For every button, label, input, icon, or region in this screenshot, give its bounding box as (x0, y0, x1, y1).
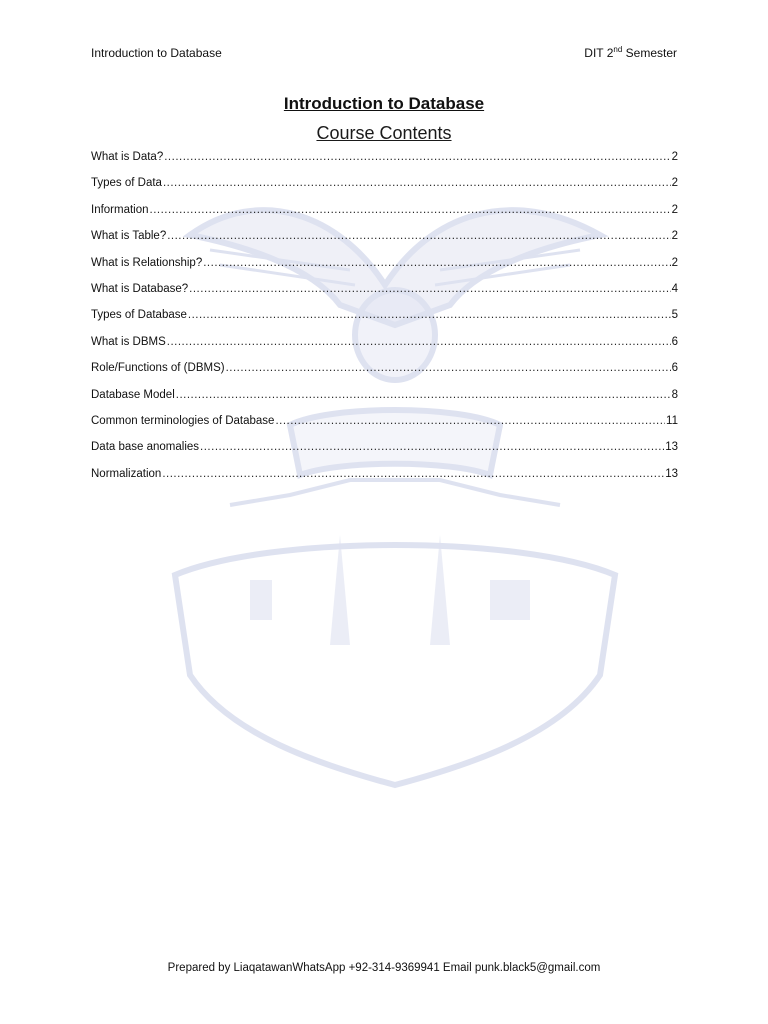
toc-entry-page: 13 (665, 441, 678, 454)
toc-entry-label: Types of Database (91, 309, 187, 322)
toc-entry-page: 2 (671, 151, 678, 163)
toc-entry[interactable] (91, 468, 678, 494)
toc-entry[interactable] (91, 389, 678, 415)
toc-entry[interactable] (91, 336, 678, 362)
toc-leader-dots (163, 177, 671, 189)
toc-entry-page: 6 (671, 362, 678, 375)
toc-entry-page: 2 (671, 177, 678, 190)
page-footer: Prepared by LiaqatawanWhatsApp +92-314-9369941 Email punk.black5@gmail.com (167, 962, 601, 974)
toc-leader-dots (176, 389, 671, 401)
header-ordinal: nd (613, 45, 623, 54)
toc-leader-dots (189, 283, 670, 295)
toc-leader-dots (150, 204, 671, 216)
toc-entry-label: What is Data? (91, 151, 164, 163)
toc-entry-page: 8 (671, 388, 678, 401)
header-course: DIT 2 (584, 46, 614, 60)
toc-entry[interactable] (91, 177, 678, 203)
toc-entry-page: 2 (671, 230, 678, 243)
toc-entry[interactable] (91, 257, 678, 283)
toc-entry-label: What is Relationship? (91, 256, 203, 269)
toc-entry[interactable] (91, 151, 678, 177)
toc-entry-page: 2 (671, 256, 678, 269)
toc-entry-label: Normalization (91, 467, 162, 480)
toc-leader-dots (167, 230, 670, 242)
document-subtitle: Course Contents (316, 123, 452, 143)
toc-entry[interactable] (91, 362, 678, 388)
toc-entry-page: 11 (666, 414, 678, 427)
toc-leader-dots (200, 441, 664, 453)
toc-entry-label: Common terminologies of Database (91, 414, 275, 427)
toc-entry-label: Role/Functions of (DBMS) (91, 362, 225, 375)
toc-entry-label: Data base anomalies (91, 441, 200, 454)
toc-entry[interactable] (91, 415, 678, 441)
toc-leader-dots (203, 257, 670, 269)
toc-leader-dots (164, 151, 670, 163)
toc-leader-dots (167, 336, 671, 348)
toc-entry-page: 5 (671, 309, 678, 322)
toc-entry-label: What is Database? (91, 282, 189, 295)
toc-entry-page: 2 (671, 203, 678, 216)
document-title: Introduction to Database (283, 94, 485, 113)
toc-entry[interactable] (91, 230, 678, 256)
toc-entry-label: What is DBMS (91, 335, 166, 348)
toc-entry-label: Database Model (91, 388, 175, 401)
table-of-contents (91, 151, 678, 494)
toc-entry[interactable] (91, 441, 678, 467)
toc-entry[interactable] (91, 283, 678, 309)
toc-leader-dots (188, 309, 671, 321)
toc-leader-dots (162, 468, 664, 480)
toc-entry-label: Types of Data (91, 177, 162, 190)
toc-entry-label: What is Table? (91, 230, 167, 243)
toc-entry[interactable] (91, 204, 678, 230)
toc-leader-dots (226, 362, 671, 374)
toc-entry-page: 6 (671, 335, 678, 348)
toc-entry-page: 13 (665, 467, 678, 480)
toc-leader-dots (275, 415, 665, 427)
toc-entry[interactable] (91, 309, 678, 335)
running-header-right (584, 46, 677, 60)
toc-entry-label: Information (91, 203, 149, 216)
running-header-left: Introduction to Database (91, 46, 222, 60)
header-semester: Semester (622, 46, 677, 60)
toc-entry-page: 4 (671, 282, 678, 295)
